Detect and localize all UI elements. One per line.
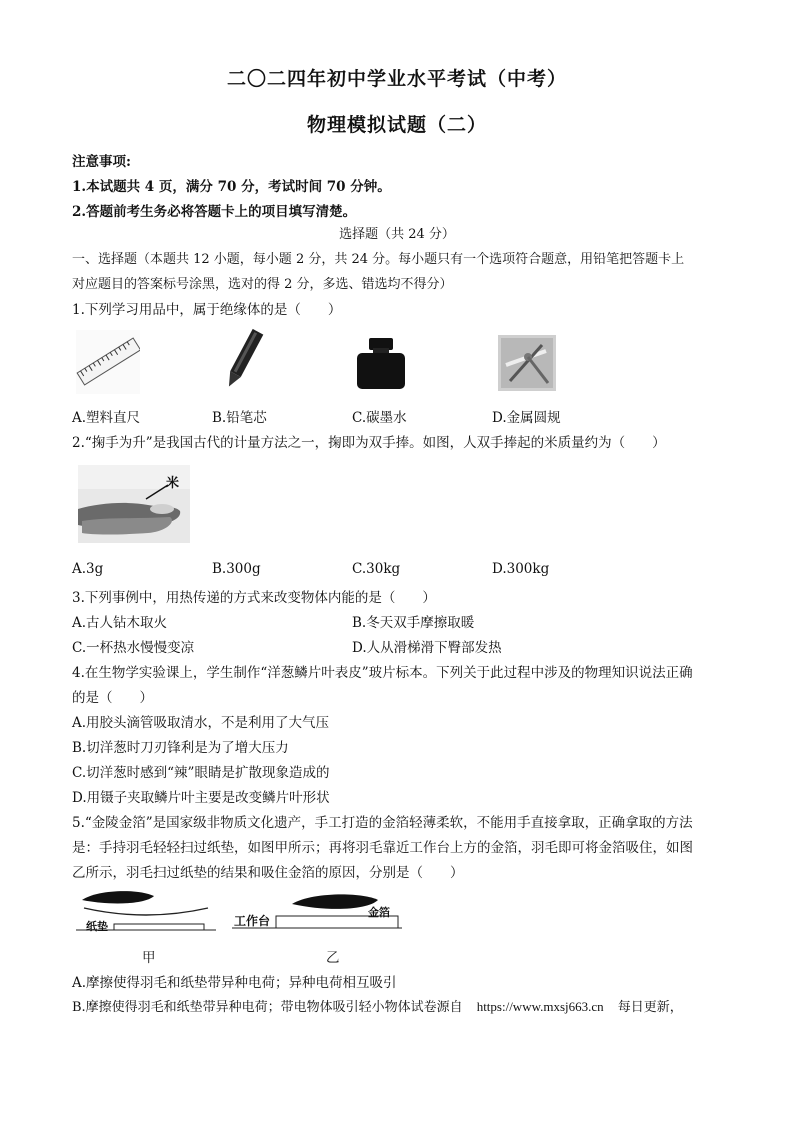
q2-option-d: D.300kg	[492, 561, 550, 577]
q4-option-b: B.切洋葱时刀刃锋利是为了增大压力	[72, 740, 289, 756]
q2-option-c: C.30kg	[352, 561, 401, 577]
section-instructions-2: 对应题目的答案标号涂黑，选对的得 2 分，多选、错选均不得分）	[72, 277, 453, 292]
section-title: 选择题（共 24 分）	[339, 227, 455, 242]
section-instructions-1: 一、选择题（本题共 12 小题，每小题 2 分，共 24 分。每小题只有一个选项符合题意，用铅笔把答题卡上	[72, 252, 685, 267]
notice-heading: 注意事项:	[72, 154, 131, 170]
figure-b-foil-label: 金箔	[368, 906, 390, 919]
q5-option-a: A.摩擦使得羽毛和纸垫带异种电荷；异种电荷相互吸引	[72, 975, 397, 991]
q4-option-d: D.用镊子夹取鳞片叶主要是改变鳞片叶形状	[72, 790, 330, 806]
q3-option-d: D.人从滑梯滑下臀部发热	[352, 640, 502, 656]
q5-option-b: B.摩擦使得羽毛和纸垫带异种电荷；带电物体吸引轻小物体试卷源自	[72, 1000, 463, 1015]
exam-subtitle: 物理模拟试题（二）	[306, 114, 487, 136]
q5-stem-2: 是：手持羽毛轻轻扫过纸垫，如图甲所示；再将羽毛靠近工作台上方的金箔，羽毛即可将金箔吸住，如图	[72, 840, 693, 856]
carbon-ink-bottle-image	[355, 338, 407, 390]
q1-option-b: B.铅笔芯	[212, 410, 267, 426]
q5-stem-3: 乙所示，羽毛扫过纸垫的结果和吸住金箔的原因，分别是（ ）	[72, 865, 464, 881]
q2-rice-label: 米	[166, 476, 180, 491]
q2-stem: 2.“掬手为升”是我国古代的计量方法之一，掬即为双手捧。如图，人双手捧起的米质量约为（ ）	[72, 435, 666, 451]
q2-option-b: B.300g	[212, 561, 261, 577]
q1-option-c: C.碳墨水	[352, 410, 407, 426]
q4-option-c: C.切洋葱时感到“辣”眼睛是扩散现象造成的	[72, 765, 330, 781]
q4-option-a: A.用胶头滴管吸取清水，不是利用了大气压	[72, 715, 330, 731]
q3-option-a: A.古人钻木取火	[72, 615, 168, 631]
q4-stem-2: 的是（ ）	[72, 690, 153, 706]
notice-item-2: 2.答题前考生务必将答题卡上的项目填写清楚。	[72, 204, 357, 220]
q4-stem-1: 4.在生物学实验课上，学生制作“洋葱鳞片叶表皮”玻片标本。下列关于此过程中涉及的物理知识说法正确	[72, 665, 693, 681]
figure-b-caption: 乙	[326, 950, 340, 966]
q3-stem: 3.下列事例中，用热传递的方式来改变物体内能的是（ ）	[72, 590, 436, 606]
source-url: https://www.mxsj663.cn	[476, 999, 604, 1014]
q3-option-c: C.一杯热水慢慢变凉	[72, 640, 195, 656]
q2-option-a: A.3g	[72, 561, 104, 577]
q5-option-b-with-footer	[72, 996, 683, 1015]
update-note: 每日更新，	[617, 1000, 683, 1015]
figure-b-table-label: 工作台	[234, 914, 271, 928]
notice-item-1: 1.本试题共 4 页，满分 70 分，考试时间 70 分钟。	[72, 179, 391, 195]
metal-compass-image	[498, 335, 556, 391]
plastic-ruler-image	[76, 330, 140, 394]
q1-stem: 1.下列学习用品中，属于绝缘体的是（ ）	[72, 302, 342, 318]
q1-option-d: D.金属圆规	[492, 410, 561, 426]
q3-option-b: B.冬天双手摩擦取暖	[352, 615, 475, 631]
figure-a-pad-label: 纸垫	[86, 920, 108, 933]
pencil-lead-image	[218, 328, 268, 392]
q5-stem-1: 5.“金陵金箔”是国家级非物质文化遗产，手工打造的金箔轻薄柔软，不能用手直接拿取，正确拿取的方法	[72, 815, 693, 831]
exam-title: 二〇二四年初中学业水平考试（中考）	[226, 68, 567, 90]
q1-option-a: A.塑料直尺	[72, 410, 141, 426]
figure-a-caption: 甲	[142, 950, 156, 966]
